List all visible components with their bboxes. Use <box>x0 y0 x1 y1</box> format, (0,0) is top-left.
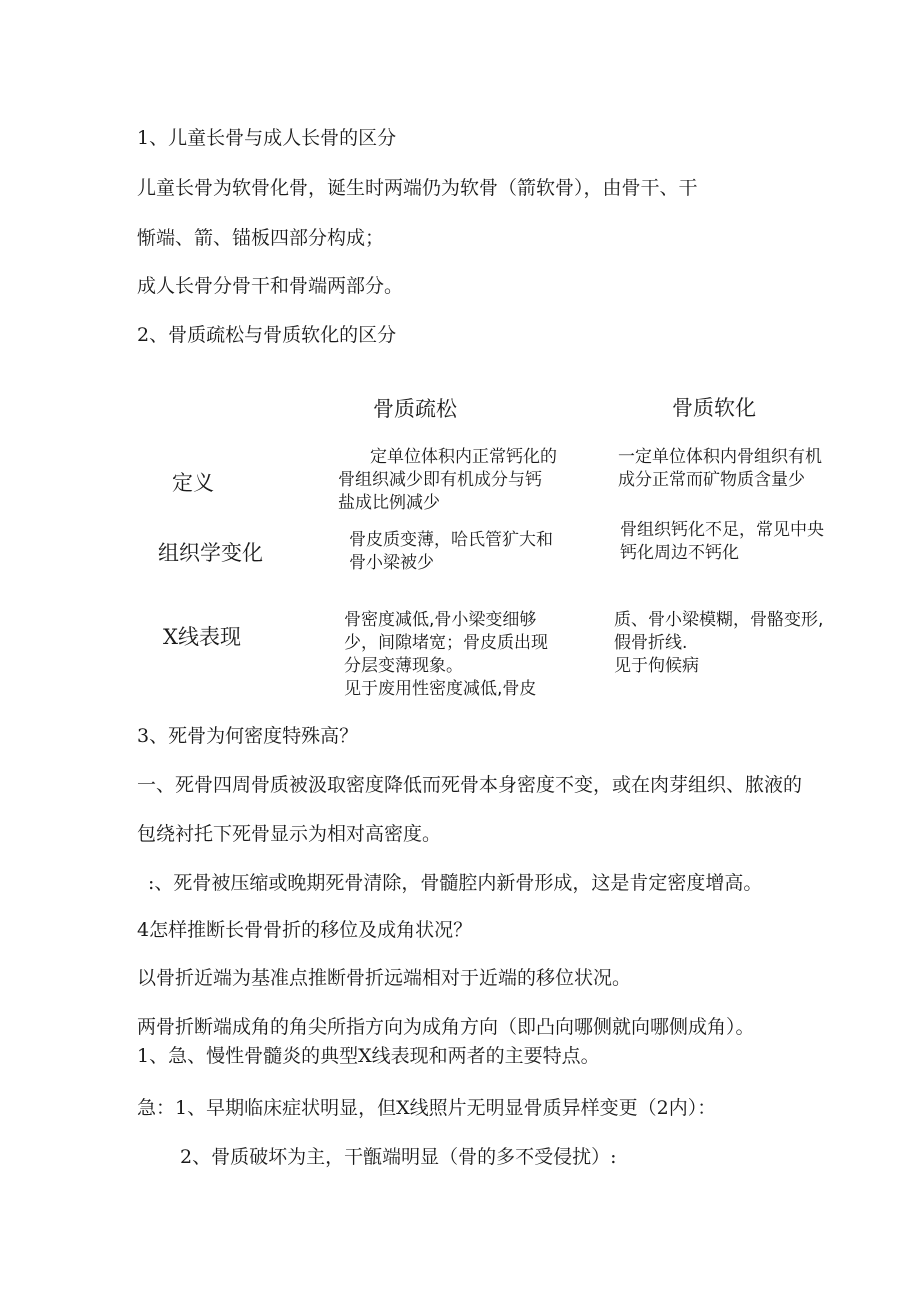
q1-line-3: 成人长骨分骨干和骨端两部分。 <box>137 275 404 297</box>
q3-line-2: 包绕衬托下死骨显示为相对高密度。 <box>137 823 442 845</box>
q1-line-2: 惭端、箭、锚板四部分构成； <box>137 227 385 249</box>
q4-line-1: 以骨折近端为基准点推断骨折远端相对于近端的移位状况。 <box>137 967 632 989</box>
cell-xray-osteoporosis: 骨密度减低,骨小梁变细够 少，间隙堵宽；骨皮质出现 分层变薄现象。 见于废用性密度减低,骨皮 <box>344 610 548 699</box>
cell-histology-osteoporosis: 骨皮质变薄，哈氏管犷大和 骨小梁被少 <box>349 530 553 573</box>
q1-line-1: 儿童长骨为软骨化骨，诞生时两端仍为软骨（箭软骨），由骨干、干 <box>137 177 698 199</box>
q3-line-3: :、死骨被压缩或晚期死骨清除，骨髓腔内新骨形成，这是肯定密度增高。 <box>148 872 763 894</box>
q5-line-1: 急：1、早期临床症状明显，但X线照片无明显骨质异样变更（2内）： <box>137 1097 717 1119</box>
q5-heading: 1、急、慢性骨髓炎的典型X线表现和两者的主要特点。 <box>137 1045 600 1067</box>
row-label-definition: 定义 <box>172 471 214 495</box>
q3-heading: 3、死骨为何密度特殊高？ <box>137 725 359 747</box>
q4-heading: 4怎样推断长骨骨折的移位及成角状况？ <box>137 919 473 941</box>
cell-definition-osteoporosis: 定单位体积内正常钙化的 骨组织减少即有机成分与钙 盐成比例减少 <box>338 447 557 513</box>
table-header-osteomalacia: 骨质软化 <box>672 396 756 420</box>
table-header-osteoporosis: 骨质疏松 <box>373 397 457 421</box>
q4-line-2: 两骨折断端成角的角尖所指方向为成角方向（即凸向哪侧就向哪侧成角）。 <box>137 1016 755 1038</box>
q2-heading: 2、骨质疏松与骨质软化的区分 <box>137 324 397 346</box>
q1-heading: 1、儿童长骨与成人长骨的区分 <box>137 127 397 149</box>
row-label-histology: 组织学变化 <box>158 541 263 565</box>
q3-line-1: 一、死骨四周骨质被汲取密度降低而死骨本身密度不变，或在肉芽组织、脓液的 <box>137 774 803 796</box>
cell-xray-osteomalacia: 质、骨小梁模糊，骨骼变形, 假骨折线. 见于佝候病 <box>614 610 824 676</box>
cell-definition-osteomalacia: 一定单位体积内骨组织有机 成分正常而矿物质含量少 <box>618 447 822 490</box>
row-label-xray: X线表现 <box>163 625 241 649</box>
q5-line-2: 2、骨质破坏为主，干甑端明显（骨的多不受侵扰）: <box>180 1146 617 1168</box>
cell-histology-osteomalacia: 骨组织钙化不足，常见中央 钙化周边不钙化 <box>620 520 824 563</box>
